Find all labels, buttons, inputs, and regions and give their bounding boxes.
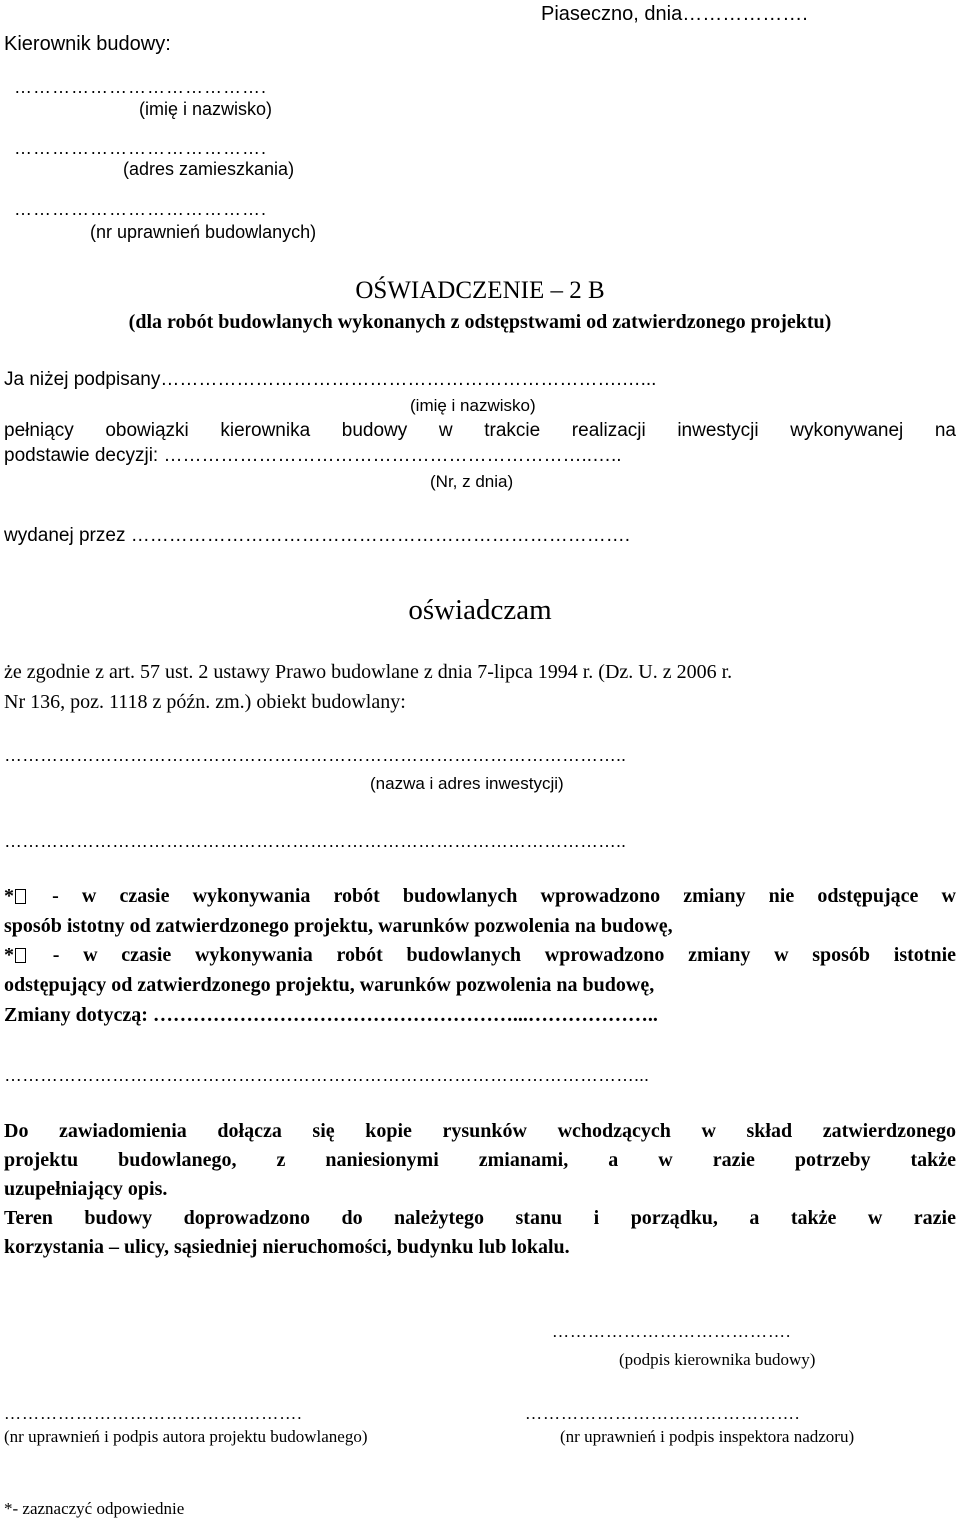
investment-dots: ………………………………………………………………………………………….. <box>4 745 627 765</box>
permit-caption: (nr uprawnień budowlanych) <box>90 222 317 242</box>
place-date: Piaseczno, dnia………………. <box>541 3 808 25</box>
inspector-signature-caption: (nr uprawnień i podpis inspektora nadzoru) <box>560 1427 855 1446</box>
option-2 <box>4 945 956 965</box>
option-2-line-2: odstępujący od zatwierdzonego projektu, warunków pozwolenia na budowę, <box>4 974 655 996</box>
footnote: *- zaznaczyć odpowiednie <box>4 1499 185 1518</box>
attach-line-1: Do zawiadomienia dołącza się kopie rysunków wchodzących w skład zatwierdzonego <box>4 1120 956 1142</box>
duties-line: pełniący obowiązki kierownika budowy w trakcie realizacji inwestycji wykonywanej na <box>4 420 956 441</box>
site-line-2: korzystania – ulicy, sąsiedniej nieruchomości, budynku lub lokalu. <box>4 1236 570 1258</box>
address-dots: …………………………………. <box>14 138 268 158</box>
signed-line: Ja niżej podpisany……………………………………………………………….…... <box>4 369 657 390</box>
option-2-checkbox[interactable] <box>15 948 26 963</box>
address-caption: (adres zamieszkania) <box>123 159 295 179</box>
option-2-text: - w czasie wykonywania robót budowlanych wprowadzono zmiany w sposób istotnie <box>29 944 956 966</box>
declare-heading: oświadczam <box>408 594 552 626</box>
permit-dots: …………………………………. <box>14 199 268 219</box>
investment-dots-2: ………………………………………………………………………………………….. <box>4 831 627 851</box>
option-1-checkbox[interactable] <box>15 889 26 904</box>
author-signature-dots: ………………………………….………. <box>4 1404 303 1423</box>
author-signature-caption: (nr uprawnień i podpis autora projektu budowlanego) <box>4 1427 368 1446</box>
document-subtitle: (dla robót budowlanych wykonanych z odstępstwami od zatwierdzonego projektu) <box>128 311 832 333</box>
document-title: OŚWIADCZENIE – 2 B <box>355 277 605 304</box>
site-line-1: Teren budowy doprowadzono do należytego stanu i porządku, a także w razie <box>4 1207 956 1229</box>
signed-caption: (imię i nazwisko) <box>410 396 536 415</box>
decision-caption: (Nr, z dnia) <box>430 472 514 491</box>
option-1 <box>4 886 956 906</box>
attach-line-3: uzupełniający opis. <box>4 1178 168 1200</box>
inspector-signature-dots: ………………………………………. <box>525 1404 801 1423</box>
option-2-star: * <box>4 944 14 966</box>
manager-signature-dots: …………………………………. <box>552 1322 792 1341</box>
name-caption: (imię i nazwisko) <box>139 99 273 119</box>
issued-line: wydanej przez ……………………………………………………………………. <box>4 525 631 546</box>
option-1-text: - w czasie wykonywania robót budowlanych wprowadzono zmiany nie odstępujące w <box>29 885 956 907</box>
attach-line-2: projektu budowlanego, z naniesionymi zmianami, a w razie potrzeby także <box>4 1149 956 1171</box>
law-line-2: Nr 136, poz. 1118 z późn. zm.) obiekt budowlany: <box>4 691 406 713</box>
option-1-line-2: sposób istotny od zatwierdzonego projektu, warunków pozwolenia na budowę, <box>4 915 673 937</box>
name-dots: …………………………………. <box>14 77 268 97</box>
changes-dots: ……………………………………………………………………………………………... <box>4 1065 650 1085</box>
manager-signature-caption: (podpis kierownika budowy) <box>619 1350 816 1369</box>
investment-caption: (nazwa i adres inwestycji) <box>370 774 564 793</box>
law-line-1: że zgodnie z art. 57 ust. 2 ustawy Prawo budowlane z dnia 7-lipca 1994 r. (Dz. U. z 2006 r. <box>4 661 733 683</box>
changes-line: Zmiany dotyczą: ………………………………………………...……………….. <box>4 1004 658 1026</box>
option-1-star: * <box>4 885 14 907</box>
decision-line: podstawie decyzji: …………………………………………………………..….. <box>4 445 622 466</box>
manager-label: Kierownik budowy: <box>4 33 171 55</box>
